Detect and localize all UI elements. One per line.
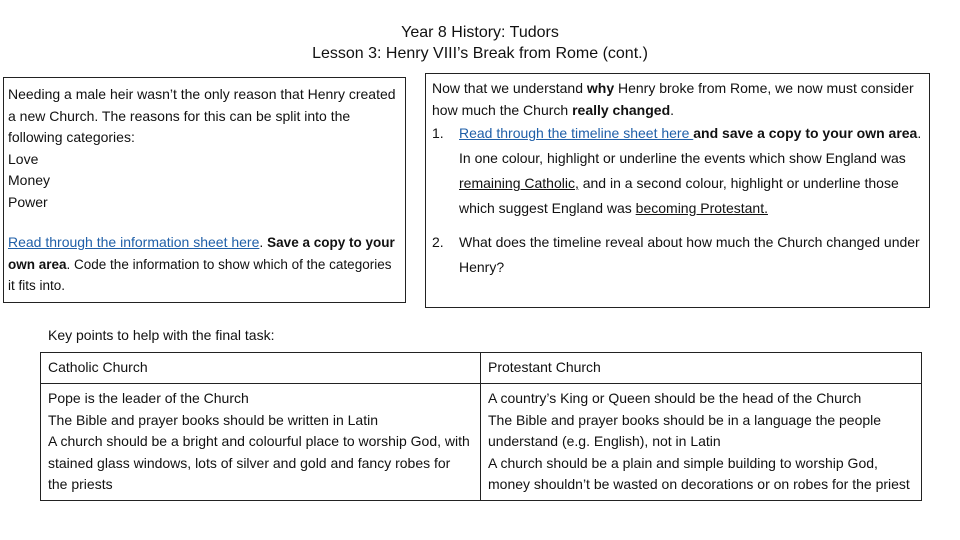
protestant-point-3: A church should be a plain and simple building to worship God, money shouldn’t be wasted on decorations or on robes for the priest bbox=[488, 454, 910, 492]
right-instructions-box bbox=[425, 73, 930, 308]
header-protestant: Protestant Church bbox=[481, 353, 922, 384]
table-row bbox=[41, 384, 922, 501]
task-number-2: 2. bbox=[432, 234, 444, 250]
task-list bbox=[432, 121, 923, 280]
key-points-label: Key points to help with the final task: bbox=[48, 327, 275, 343]
page-title bbox=[0, 22, 960, 64]
right-intro-bold-changed: really changed bbox=[572, 101, 671, 118]
category-love: Love bbox=[8, 150, 39, 167]
left-task-rest: . Code the information to show which of the categories it fits into. bbox=[8, 256, 392, 293]
task-item-2 bbox=[432, 230, 923, 280]
information-sheet-link[interactable]: Read through the information sheet here bbox=[8, 234, 260, 250]
catholic-point-1: Pope is the leader of the Church bbox=[48, 390, 249, 406]
becoming-protestant-text: becoming Protestant. bbox=[635, 200, 768, 216]
timeline-sheet-link[interactable]: Read through the timeline sheet here bbox=[459, 125, 694, 141]
task-text-1 bbox=[459, 121, 923, 221]
protestant-point-1: A country’s King or Queen should be the head of the Church bbox=[488, 390, 862, 406]
task-1-text-a: . In one colour, highlight or underline the events which show England was bbox=[459, 125, 922, 166]
catholic-points-cell bbox=[41, 384, 481, 501]
task-number-1: 1. bbox=[432, 125, 444, 141]
left-task-bold: Save a copy to your own area bbox=[8, 235, 395, 272]
title-line-1: Year 8 History: Tudors bbox=[401, 24, 559, 41]
catholic-point-2: The Bible and prayer books should be written in Latin bbox=[48, 411, 378, 428]
protestant-point-2: The Bible and prayer books should be in a language the people understand (e.g. English), not in Latin bbox=[488, 411, 882, 449]
task-1-bold: and save a copy to your own area bbox=[693, 125, 918, 141]
category-money: Money bbox=[8, 172, 51, 188]
right-intro bbox=[432, 78, 923, 121]
catholic-point-3: A church should be a bright and colourful place to worship God, with stained glass windows, lots of silver and gold and fancy robes for the priests bbox=[48, 433, 470, 492]
right-intro-text: Now that we understand bbox=[432, 80, 587, 96]
left-task-sep: . bbox=[259, 234, 268, 250]
remaining-catholic-text: remaining Catholic, bbox=[459, 175, 579, 191]
task-text-2: What does the timeline reveal about how much the Church changed under Henry? bbox=[459, 234, 920, 275]
task-item-1 bbox=[432, 121, 923, 221]
left-instructions-box bbox=[3, 77, 406, 303]
title-line-2: Lesson 3: Henry VIII’s Break from Rome (cont.) bbox=[312, 45, 648, 62]
left-intro: Needing a male heir wasn’t the only reason that Henry created a new Church. The reasons for this can be split into the following categories: bbox=[8, 86, 396, 145]
right-intro-text-mid: Henry broke from Rome, we now must consider how much the Church bbox=[432, 80, 914, 118]
table-header-row bbox=[41, 353, 922, 384]
key-points-table bbox=[40, 352, 922, 501]
right-intro-end: . bbox=[670, 101, 675, 118]
right-intro-bold-why: why bbox=[586, 80, 615, 96]
task-1-text-b: and in a second colour, highlight or underline those which suggest England was bbox=[459, 175, 899, 216]
header-catholic: Catholic Church bbox=[41, 353, 481, 384]
category-power: Power bbox=[8, 193, 48, 210]
protestant-points-cell bbox=[481, 384, 922, 501]
left-task bbox=[8, 232, 401, 297]
